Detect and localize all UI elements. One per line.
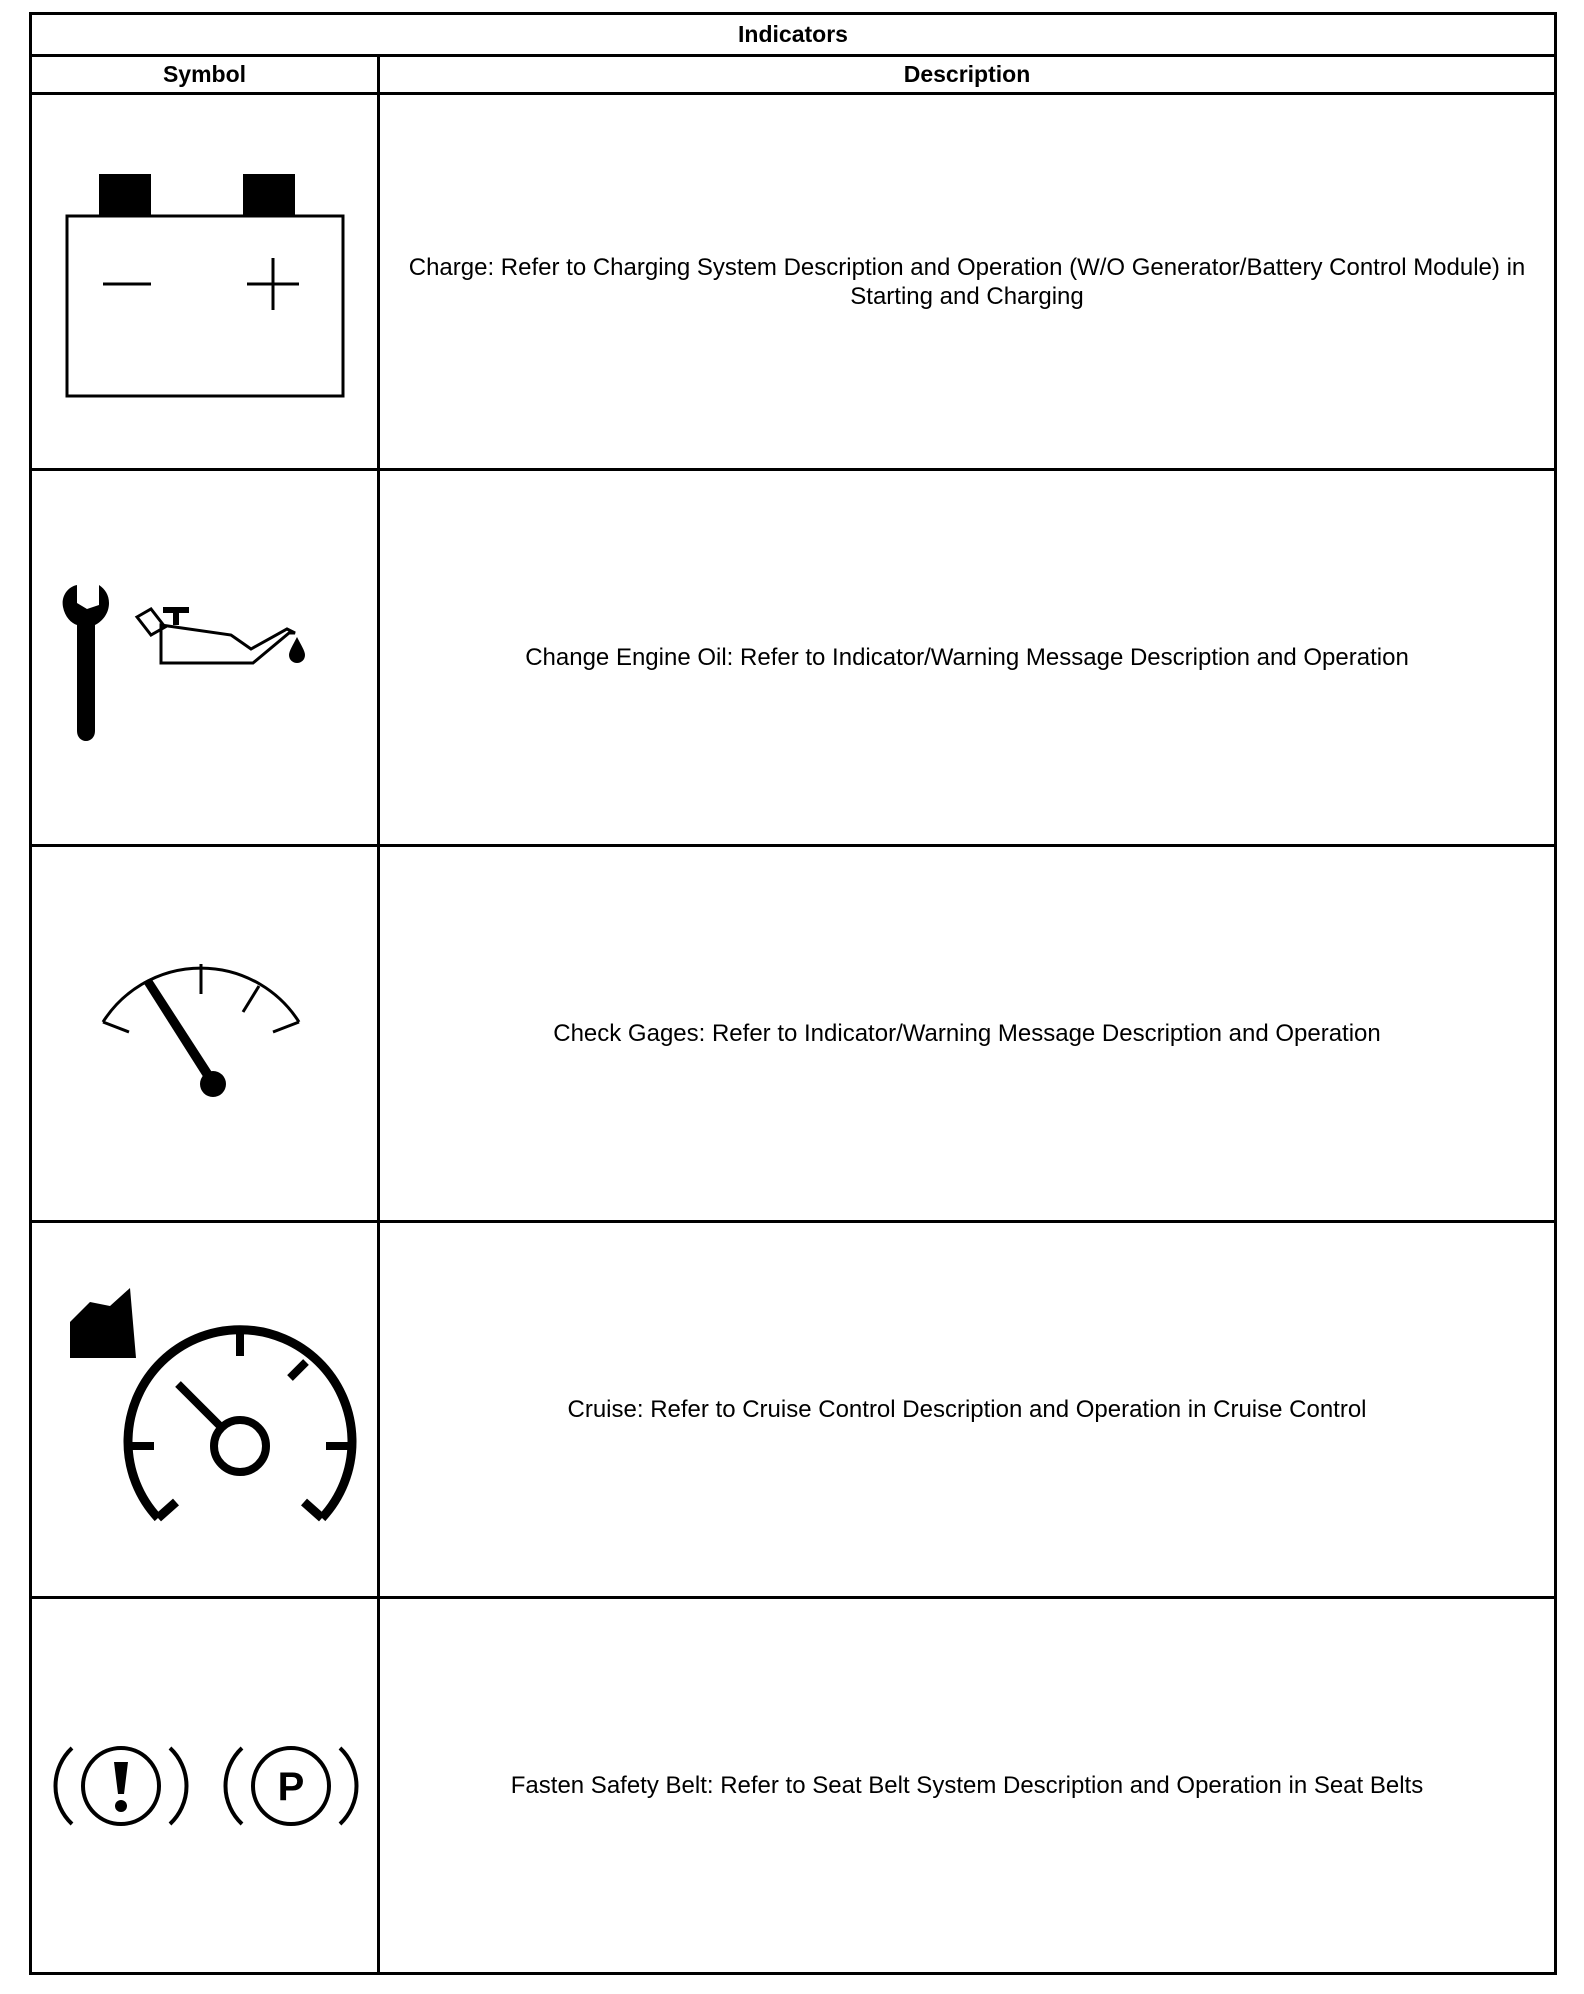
check-gages-icon <box>55 934 355 1134</box>
description-cell: Cruise: Refer to Cruise Control Description and Operation in Cruise Control <box>379 1222 1556 1598</box>
indicators-table-frame <box>29 12 1554 1982</box>
table-row <box>31 470 1556 846</box>
table-title-row <box>31 14 1556 56</box>
description-cell: Fasten Safety Belt: Refer to Seat Belt System Description and Operation in Seat Belts <box>379 1598 1556 1974</box>
table-row <box>31 1598 1556 1974</box>
park-letter: P <box>277 1764 304 1809</box>
description-cell: Check Gages: Refer to Indicator/Warning Message Description and Operation <box>379 846 1556 1222</box>
symbol-cell <box>31 94 379 470</box>
table-row <box>31 846 1556 1222</box>
cruise-icon <box>50 1280 360 1540</box>
symbol-cell <box>31 1598 379 1974</box>
indicators-table <box>29 12 1557 1975</box>
symbol-column-header: Symbol <box>31 56 379 94</box>
table-title: Indicators <box>31 14 1556 56</box>
symbol-cell <box>31 470 379 846</box>
symbol-cell <box>31 1222 379 1598</box>
change-engine-oil-icon <box>55 573 355 743</box>
table-header-row <box>31 56 1556 94</box>
table-row <box>31 1222 1556 1598</box>
table-row <box>31 94 1556 470</box>
description-column-header: Description <box>379 56 1556 94</box>
description-cell: Change Engine Oil: Refer to Indicator/Warning Message Description and Operation <box>379 470 1556 846</box>
description-cell: Charge: Refer to Charging System Description and Operation (W/O Generator/Battery Control Module) in Starting and Charging <box>379 94 1556 470</box>
battery-charge-icon <box>55 162 355 402</box>
symbol-cell <box>31 846 379 1222</box>
brake-parking-icon <box>50 1736 360 1836</box>
